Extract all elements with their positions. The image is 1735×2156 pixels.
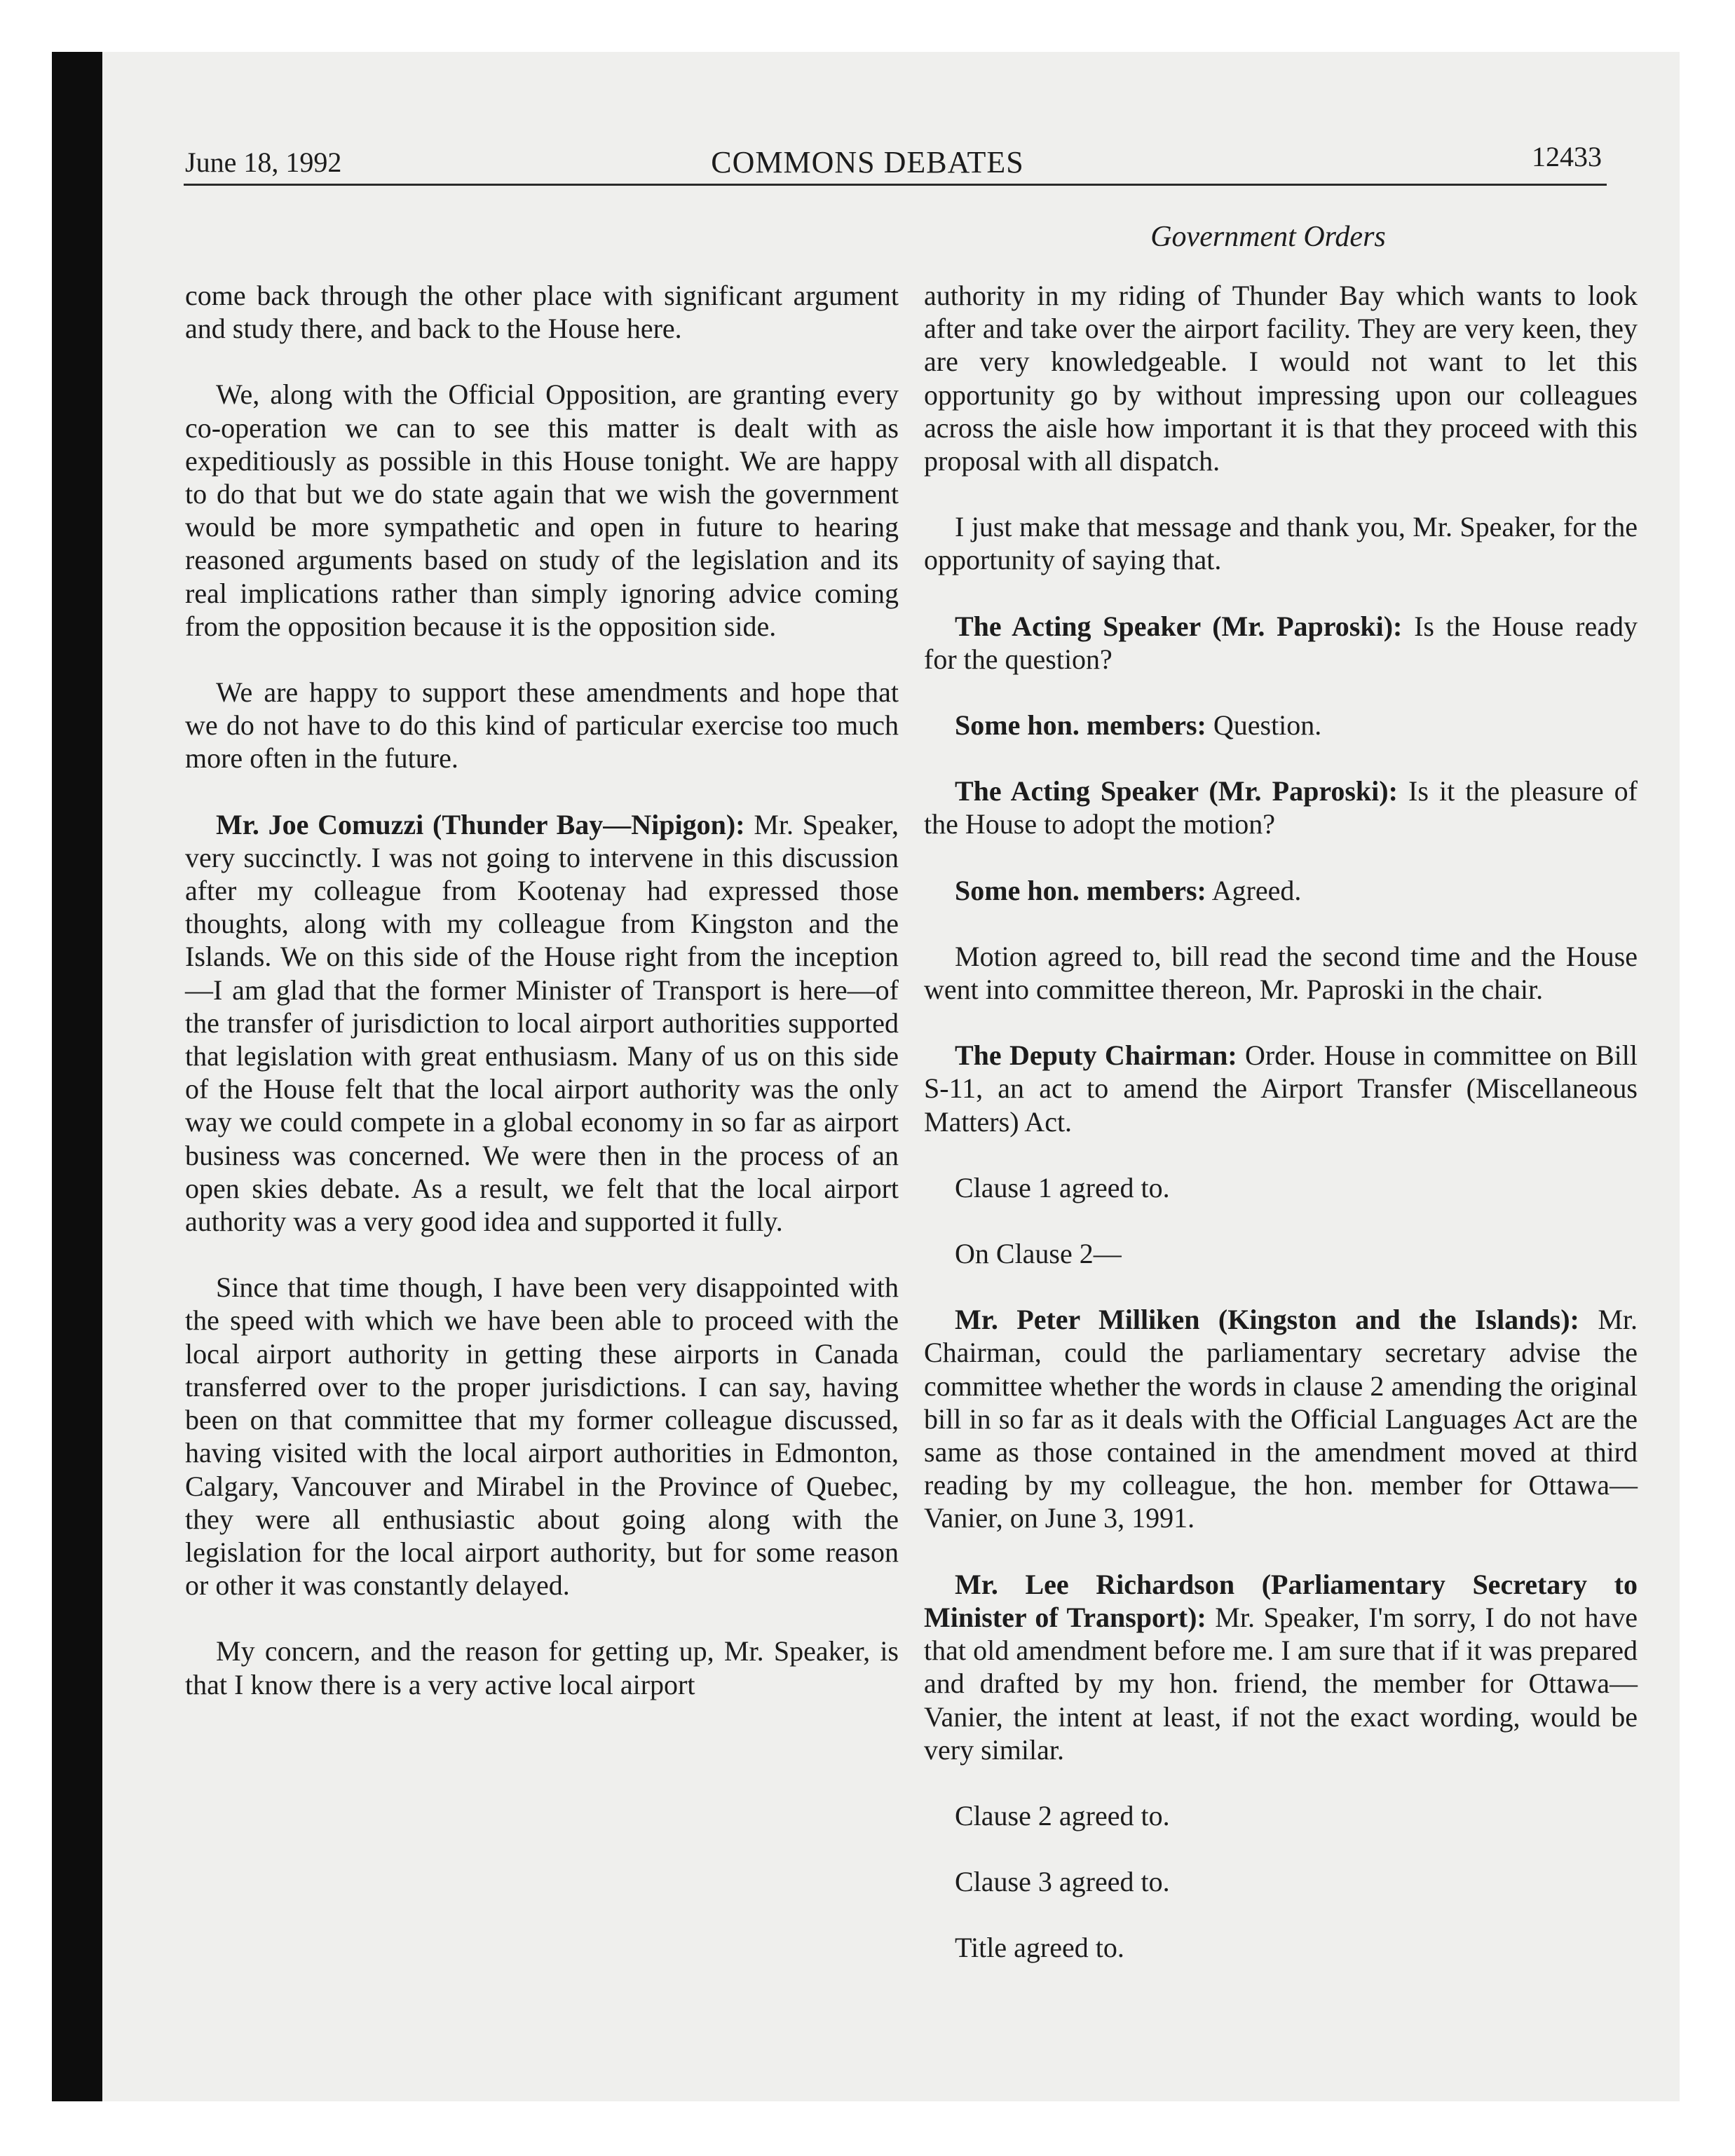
paragraph-text: On Clause 2— <box>955 1238 1122 1270</box>
paragraph-text: authority in my riding of Thunder Bay which wants to look after and take over the airport facility. They are very keen, they are very knowledgeable. I would not want to let this opportunity go by without impressing upon our colleagues across the aisle how important it is that they proceed with this proposal with all dispatch. <box>924 280 1638 477</box>
paragraph-text: We are happy to support these amendments and hope that we do not have to do this kind of particular exercise too much more often in the future. <box>185 676 899 775</box>
paragraph <box>185 378 899 643</box>
header-date: June 18, 1992 <box>185 146 342 178</box>
header-page-number: 12433 <box>1532 141 1602 172</box>
paragraph-text: Is the House ready for the question? <box>924 610 1638 675</box>
paragraph-text: come back through the other place with significant argument and study there, and back to the House here. <box>185 280 899 345</box>
paragraph <box>924 610 1638 676</box>
header-publication-title: COMMONS DEBATES <box>711 145 1024 179</box>
paragraph <box>924 1039 1638 1138</box>
paragraph <box>924 1931 1638 1964</box>
paragraph-text: Agreed. <box>1211 874 1302 906</box>
paragraph <box>924 1799 1638 1832</box>
paragraph-text: Motion agreed to, bill read the second time and the House went into committee thereon, Mr. Paproski in the chair. <box>924 940 1638 1006</box>
left-column <box>185 279 899 1701</box>
paragraph-text: We, along with the Official Opposition, are granting every co-operation we can to see this matter is dealt with as expeditiously as possible in this House tonight. We are happy to do that but we do state again that we wish the government would be more sympathetic and open in future to hearing reasoned arguments based on study of the legislation and its real implications rather than simply ignoring advice coming from the opposition because it is the opposition side. <box>185 378 899 642</box>
paragraph <box>924 1568 1638 1766</box>
speaker-name: Mr. Lee Richardson (Parliamentary Secretary to Minister of Transport): <box>924 1568 1638 1633</box>
paragraph-text: Since that time though, I have been very disappointed with the speed with which we have been able to proceed with the local airport authority in getting these airports in Canada transferred over to the proper jurisdictions. I can say, having been on that committee that my former colleague discussed, having visited with the local airport authorities in Edmonton, Calgary, Vancouver and Mirabel in the Province of Quebec, they were all enthusiastic about going along with the legislation for the local airport authority, but for some reason or other it was constantly delayed. <box>185 1271 899 1602</box>
speaker-name: Some hon. members: <box>955 874 1206 906</box>
paragraph <box>185 1635 899 1700</box>
paragraph <box>185 279 899 345</box>
paragraph <box>185 808 899 1239</box>
paragraph <box>185 676 899 775</box>
speaker-name: The Acting Speaker (Mr. Paproski): <box>955 775 1398 807</box>
paragraph <box>924 1171 1638 1204</box>
paragraph <box>924 940 1638 1006</box>
paragraph <box>924 510 1638 576</box>
paragraph <box>924 709 1638 742</box>
paragraph-text: Clause 2 agreed to. <box>955 1799 1170 1831</box>
paragraph-text: My concern, and the reason for getting up, Mr. Speaker, is that I know there is a very active local airport <box>185 1635 899 1700</box>
right-column <box>924 279 1638 1965</box>
paragraph-text: Clause 1 agreed to. <box>955 1171 1170 1203</box>
speaker-name: Mr. Peter Milliken (Kingston and the Islands): <box>955 1304 1579 1336</box>
paragraph-text: Order. House in committee on Bill S-11, an act to amend the Airport Transfer (Miscellaneous Matters) Act. <box>924 1039 1638 1138</box>
header-rule <box>184 184 1607 186</box>
paragraph-text: Question. <box>1213 709 1322 742</box>
paragraph <box>924 775 1638 840</box>
speaker-name: The Acting Speaker (Mr. Paproski): <box>955 610 1403 642</box>
paragraph <box>924 1237 1638 1270</box>
paragraph-text: Mr. Speaker, I'm sorry, I do not have that old amendment before me. I am sure that if it was prepared and drafted by my hon. friend, the member for Ottawa—Vanier, the intent at least, if not the exact wording, would be very similar. <box>924 1601 1638 1766</box>
paragraph <box>924 1865 1638 1898</box>
paragraph-text: Title agreed to. <box>955 1932 1124 1964</box>
speaker-name: Mr. Joe Comuzzi (Thunder Bay—Nipigon): <box>216 808 745 840</box>
paragraph <box>185 1271 899 1602</box>
speaker-name: The Deputy Chairman: <box>955 1039 1237 1072</box>
scan-shadow-edge <box>52 52 102 2101</box>
paragraph-text: Mr. Speaker, very succinctly. I was not going to intervene in this discussion after my colleague from Kootenay had expressed those thoughts, along with my colleague from Kingston and the Islands. We on this side of the House right from the inception—I am glad that the former Minister of Transport is here—of the transfer of jurisdiction to local airport authorities supported that legislation with great enthusiasm. Many of us on this side of the House felt that the local airport authority was the only way we could compete in a global economy in so far as airport business was concerned. We were then in the process of an open skies debate. As a result, we felt that the local airport authority was a very good idea and supported it fully. <box>185 808 899 1238</box>
paragraph-text: Is it the pleasure of the House to adopt the motion? <box>924 775 1638 840</box>
paragraph-text: I just make that message and thank you, Mr. Speaker, for the opportunity of saying that. <box>924 511 1638 576</box>
speaker-name: Some hon. members: <box>955 709 1206 742</box>
paragraph-text: Clause 3 agreed to. <box>955 1866 1170 1898</box>
section-title: Government Orders <box>1150 221 1386 253</box>
paragraph-text: Mr. Chairman, could the parliamentary secretary advise the committee whether the words in clause 2 amending the original bill in so far as it deals with the Official Languages Act are the same as those contained in the amendment moved at third reading by my colleague, the hon. member for Ottawa—Vanier, on June 3, 1991. <box>924 1304 1638 1534</box>
paragraph <box>924 874 1638 907</box>
paragraph <box>924 279 1638 477</box>
paragraph <box>924 1303 1638 1534</box>
